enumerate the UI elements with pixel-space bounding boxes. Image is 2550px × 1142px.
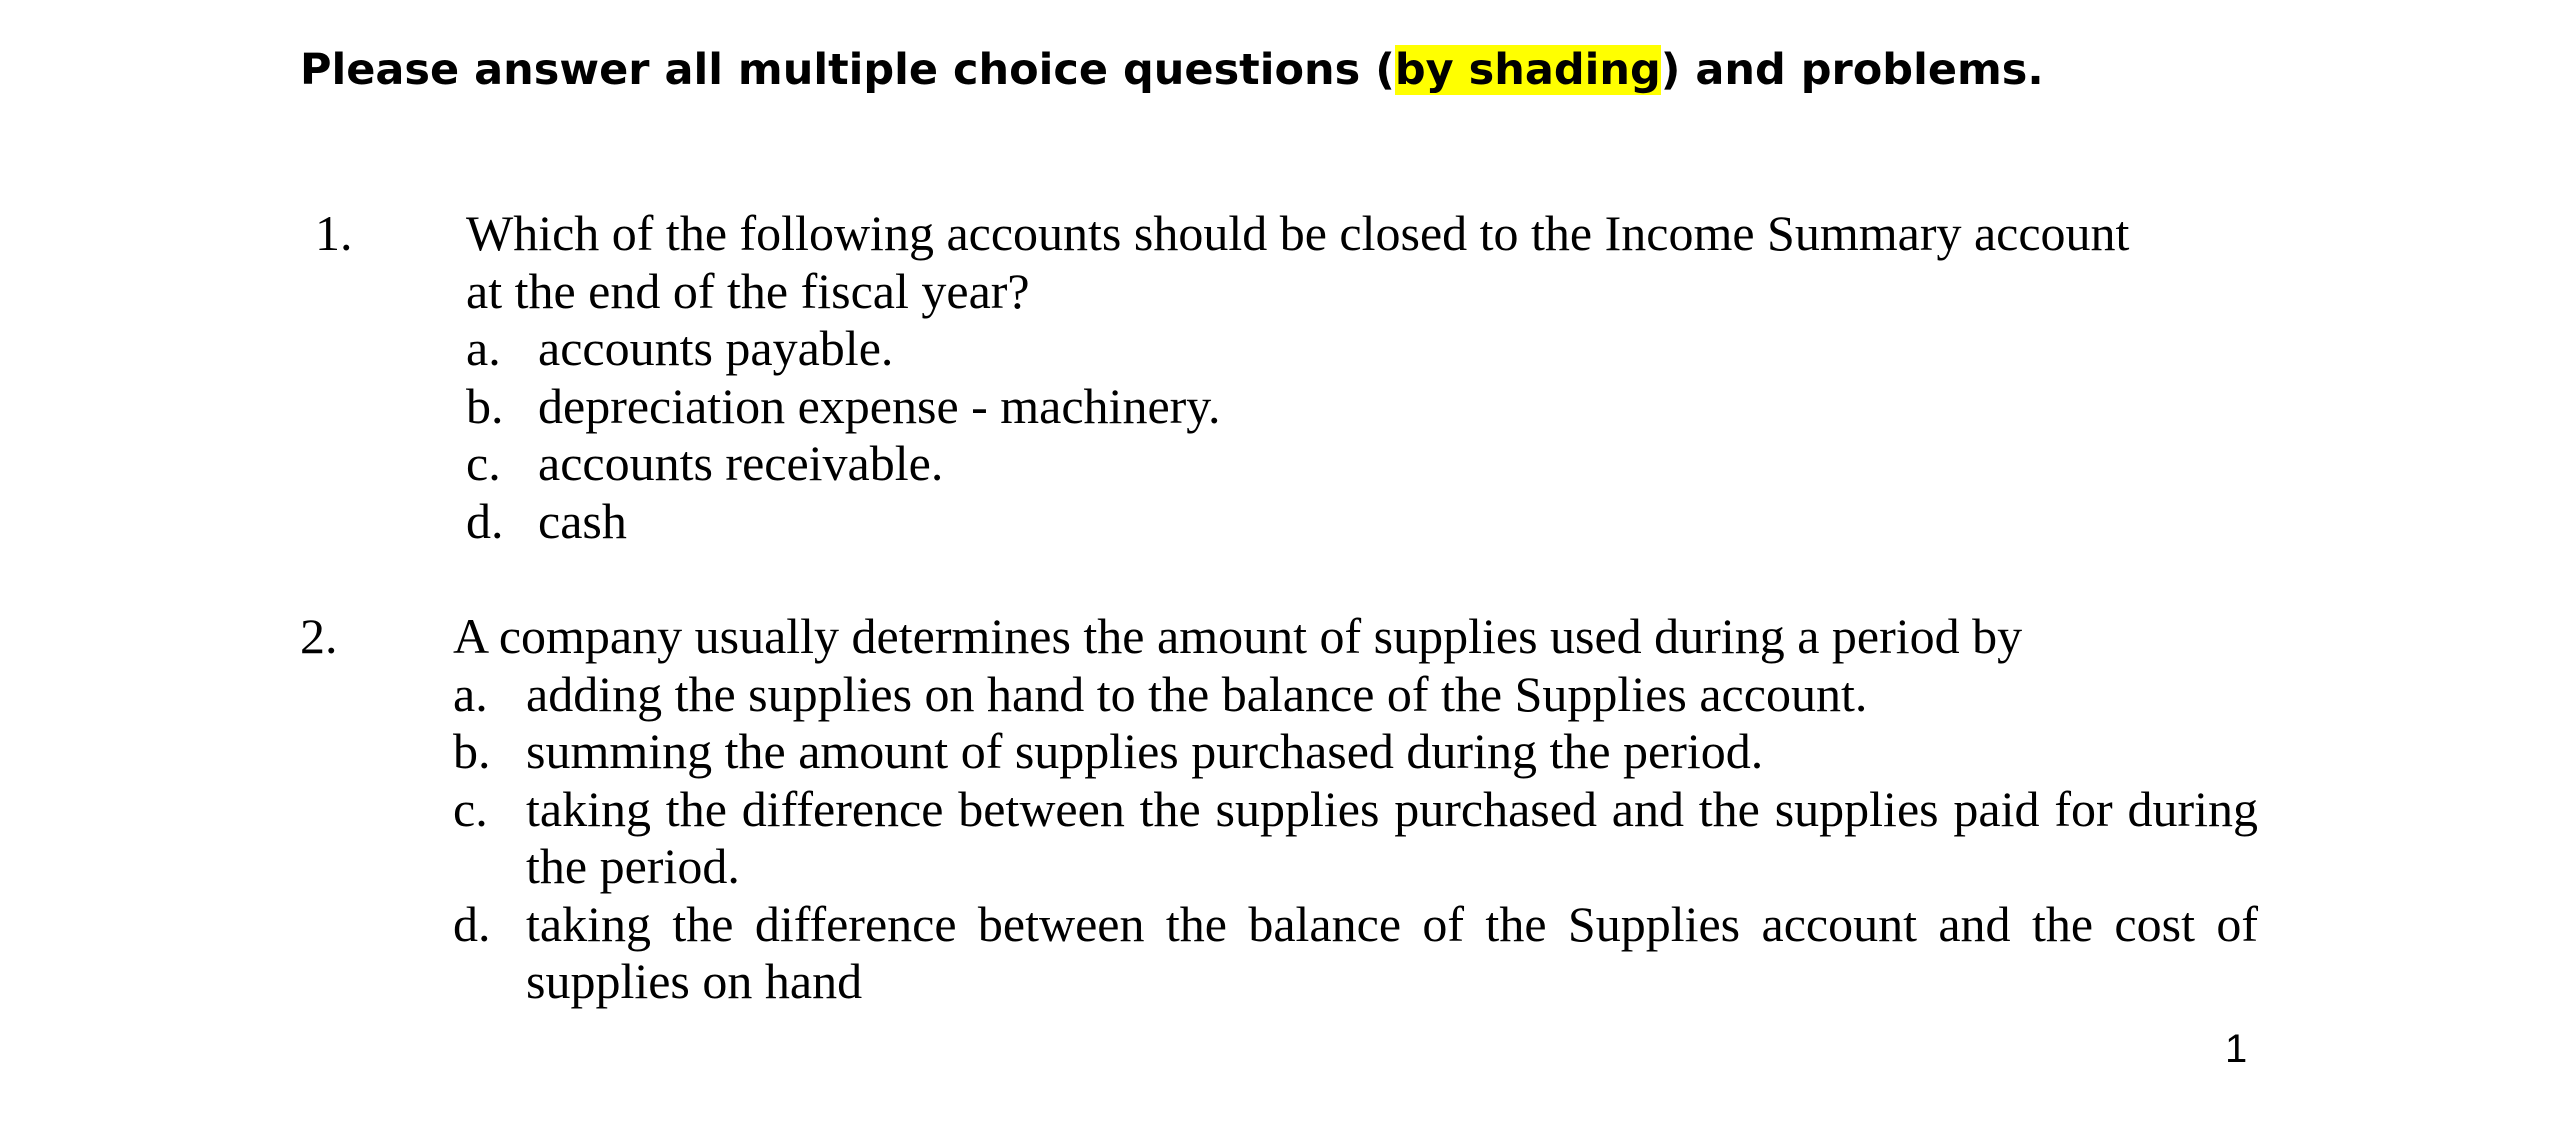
option-letter: b. <box>453 723 491 779</box>
answer-option-b[interactable] <box>466 378 2166 436</box>
option-letter: b. <box>466 377 504 434</box>
option-text: cash <box>538 492 627 549</box>
answer-option-a[interactable] <box>466 320 2166 378</box>
question-stem: A company usually determines the amount of supplies used during a period by <box>453 608 2023 664</box>
instruction-highlight: by shading <box>1394 45 1661 95</box>
option-text: taking the difference between the supplies purchased and the supplies paid for during the period. <box>526 780 2258 894</box>
instruction-text-end: ) and problems. <box>1660 45 2044 95</box>
question-number: 2. <box>300 608 338 664</box>
question-stem: Which of the following accounts should be closed to the Income Summary account at the end of the fiscal year? <box>466 205 2130 319</box>
answer-options <box>466 320 2166 550</box>
option-letter: d. <box>453 895 491 952</box>
question-number: 1. <box>315 205 353 261</box>
answer-option-d[interactable] <box>453 896 2258 1011</box>
option-text: accounts payable. <box>538 320 894 376</box>
answer-option-c[interactable] <box>466 435 2166 493</box>
instruction-heading <box>300 40 2044 100</box>
answer-option-d[interactable] <box>466 493 2166 551</box>
option-letter: d. <box>466 492 504 549</box>
option-letter: c. <box>466 435 501 491</box>
answer-option-a[interactable] <box>453 666 2258 724</box>
option-text: summing the amount of supplies purchased during the period. <box>526 723 1764 779</box>
instruction-text-start: Please answer all multiple choice questions ( <box>300 45 1395 95</box>
option-text: taking the difference between the balance of the Supplies account and the cost of supplies on hand <box>526 895 2258 1009</box>
option-text: adding the supplies on hand to the balance of the Supplies account. <box>526 665 1868 722</box>
option-text: depreciation expense - machinery. <box>538 377 1221 434</box>
option-letter: a. <box>453 665 488 722</box>
option-text: accounts receivable. <box>538 435 944 491</box>
answer-option-c[interactable] <box>453 781 2258 896</box>
page-number: 1 <box>2225 1027 2248 1071</box>
question-1 <box>315 205 2215 565</box>
question-2 <box>300 608 2260 1028</box>
option-letter: c. <box>453 780 488 837</box>
answer-options <box>453 666 2258 1011</box>
option-letter: a. <box>466 320 501 376</box>
answer-option-b[interactable] <box>453 723 2258 781</box>
